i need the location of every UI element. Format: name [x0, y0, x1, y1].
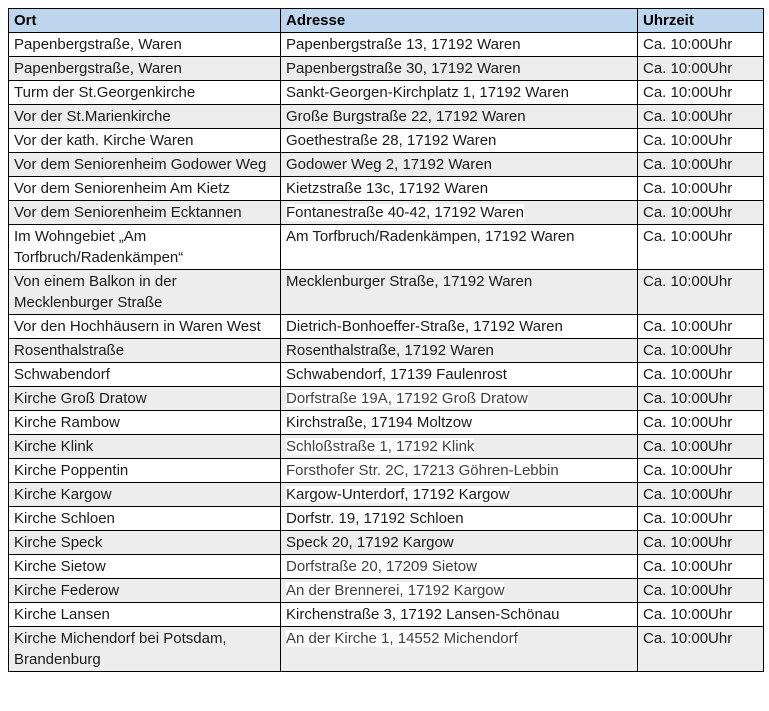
table-row — [9, 105, 764, 129]
cell-adresse — [281, 579, 638, 603]
table-row — [9, 153, 764, 177]
cell-uhrzeit: Ca. 10:00Uhr — [638, 33, 764, 57]
schedule-table — [8, 8, 764, 672]
cell-ort: Von einem Balkon in der Mecklenburger Straße — [9, 270, 281, 315]
adresse-text: Kargow-Unterdorf, 17192 Kargow — [286, 486, 510, 503]
cell-adresse — [281, 411, 638, 435]
cell-adresse — [281, 627, 638, 672]
cell-uhrzeit: Ca. 10:00Uhr — [638, 270, 764, 315]
cell-adresse — [281, 507, 638, 531]
cell-uhrzeit: Ca. 10:00Uhr — [638, 579, 764, 603]
cell-uhrzeit: Ca. 10:00Uhr — [638, 507, 764, 531]
cell-adresse — [281, 105, 638, 129]
cell-adresse — [281, 603, 638, 627]
cell-adresse — [281, 387, 638, 411]
adresse-text: Dorfstraße 19A, 17192 Groß Dratow — [286, 390, 528, 407]
cell-adresse — [281, 81, 638, 105]
adresse-text: Sankt-Georgen-Kirchplatz 1, 17192 Waren — [286, 84, 569, 101]
cell-uhrzeit: Ca. 10:00Uhr — [638, 603, 764, 627]
cell-ort: Kirche Kargow — [9, 483, 281, 507]
cell-uhrzeit: Ca. 10:00Uhr — [638, 225, 764, 270]
cell-uhrzeit: Ca. 10:00Uhr — [638, 129, 764, 153]
adresse-text: Papenbergstraße 30, 17192 Waren — [286, 60, 521, 77]
cell-adresse — [281, 129, 638, 153]
table-row — [9, 579, 764, 603]
cell-uhrzeit: Ca. 10:00Uhr — [638, 363, 764, 387]
cell-ort: Kirche Michendorf bei Potsdam, Brandenburg — [9, 627, 281, 672]
adresse-text: An der Kirche 1, 14552 Michendorf — [286, 630, 518, 647]
adresse-text: Papenbergstraße 13, 17192 Waren — [286, 36, 521, 53]
cell-ort: Kirche Schloen — [9, 507, 281, 531]
cell-ort: Schwabendorf — [9, 363, 281, 387]
cell-uhrzeit: Ca. 10:00Uhr — [638, 627, 764, 672]
cell-ort: Kirche Sietow — [9, 555, 281, 579]
adresse-text: Schwabendorf, 17139 Faulenrost — [286, 366, 507, 383]
adresse-text: Dietrich-Bonhoeffer-Straße, 17192 Waren — [286, 318, 563, 335]
cell-ort: Kirche Federow — [9, 579, 281, 603]
cell-adresse — [281, 177, 638, 201]
adresse-text: Godower Weg 2, 17192 Waren — [286, 156, 492, 173]
table-body — [9, 33, 764, 672]
cell-uhrzeit: Ca. 10:00Uhr — [638, 459, 764, 483]
table-row — [9, 270, 764, 315]
cell-adresse — [281, 483, 638, 507]
adresse-text: Kietzstraße 13c, 17192 Waren — [286, 180, 489, 197]
cell-adresse — [281, 225, 638, 270]
cell-adresse — [281, 57, 638, 81]
table-row — [9, 339, 764, 363]
cell-ort: Kirche Rambow — [9, 411, 281, 435]
table-row — [9, 33, 764, 57]
table-row — [9, 315, 764, 339]
adresse-text: Fontanestraße 40-42, 17192 Waren — [286, 204, 524, 221]
cell-ort: Kirche Groß Dratow — [9, 387, 281, 411]
cell-uhrzeit: Ca. 10:00Uhr — [638, 81, 764, 105]
column-header-uhrzeit: Uhrzeit — [638, 9, 764, 33]
column-header-ort: Ort — [9, 9, 281, 33]
cell-adresse — [281, 459, 638, 483]
cell-uhrzeit: Ca. 10:00Uhr — [638, 57, 764, 81]
cell-ort: Kirche Poppentin — [9, 459, 281, 483]
adresse-text: Schloßstraße 1, 17192 Klink — [286, 438, 475, 455]
cell-ort: Vor dem Seniorenheim Godower Weg — [9, 153, 281, 177]
cell-uhrzeit: Ca. 10:00Uhr — [638, 483, 764, 507]
adresse-text: Kirchstraße, 17194 Moltzow — [286, 414, 472, 431]
adresse-text: Forsthofer Str. 2C, 17213 Göhren-Lebbin — [286, 462, 559, 479]
table-row — [9, 81, 764, 105]
cell-ort: Vor den Hochhäusern in Waren West — [9, 315, 281, 339]
cell-ort: Papenbergstraße, Waren — [9, 57, 281, 81]
table-row — [9, 531, 764, 555]
adresse-text: Rosenthalstraße, 17192 Waren — [286, 342, 494, 359]
cell-ort: Vor dem Seniorenheim Am Kietz — [9, 177, 281, 201]
adresse-text: Am Torfbruch/Radenkämpen, 17192 Waren — [286, 228, 575, 245]
table-row — [9, 459, 764, 483]
table-row — [9, 225, 764, 270]
cell-uhrzeit: Ca. 10:00Uhr — [638, 435, 764, 459]
adresse-text: Goethestraße 28, 17192 Waren — [286, 132, 497, 149]
cell-adresse — [281, 153, 638, 177]
cell-uhrzeit: Ca. 10:00Uhr — [638, 201, 764, 225]
cell-ort: Kirche Speck — [9, 531, 281, 555]
table-row — [9, 57, 764, 81]
table-row — [9, 177, 764, 201]
cell-adresse — [281, 339, 638, 363]
cell-ort: Rosenthalstraße — [9, 339, 281, 363]
cell-adresse — [281, 33, 638, 57]
table-row — [9, 603, 764, 627]
cell-adresse — [281, 363, 638, 387]
cell-uhrzeit: Ca. 10:00Uhr — [638, 555, 764, 579]
table-row — [9, 555, 764, 579]
cell-uhrzeit: Ca. 10:00Uhr — [638, 339, 764, 363]
adresse-text: Große Burgstraße 22, 17192 Waren — [286, 108, 526, 125]
adresse-text: An der Brennerei, 17192 Kargow — [286, 582, 505, 599]
cell-uhrzeit: Ca. 10:00Uhr — [638, 387, 764, 411]
cell-ort: Vor der St.Marienkirche — [9, 105, 281, 129]
cell-uhrzeit: Ca. 10:00Uhr — [638, 411, 764, 435]
table-row — [9, 483, 764, 507]
cell-adresse — [281, 201, 638, 225]
adresse-text: Mecklenburger Straße, 17192 Waren — [286, 273, 533, 290]
cell-uhrzeit: Ca. 10:00Uhr — [638, 153, 764, 177]
cell-uhrzeit: Ca. 10:00Uhr — [638, 177, 764, 201]
adresse-text: Kirchenstraße 3, 17192 Lansen-Schönau — [286, 606, 560, 623]
table-row — [9, 387, 764, 411]
table-row — [9, 129, 764, 153]
column-header-adresse: Adresse — [281, 9, 638, 33]
adresse-text: Dorfstraße 20, 17209 Sietow — [286, 558, 477, 575]
cell-adresse — [281, 531, 638, 555]
adresse-text: Speck 20, 17192 Kargow — [286, 534, 454, 551]
cell-ort: Kirche Klink — [9, 435, 281, 459]
cell-ort: Papenbergstraße, Waren — [9, 33, 281, 57]
table-row — [9, 627, 764, 672]
table-row — [9, 435, 764, 459]
cell-adresse — [281, 270, 638, 315]
adresse-text: Dorfstr. 19, 17192 Schloen — [286, 510, 464, 527]
table-row — [9, 363, 764, 387]
cell-uhrzeit: Ca. 10:00Uhr — [638, 315, 764, 339]
cell-ort: Vor der kath. Kirche Waren — [9, 129, 281, 153]
cell-ort: Im Wohngebiet „Am Torfbruch/Radenkämpen“ — [9, 225, 281, 270]
cell-ort: Turm der St.Georgenkirche — [9, 81, 281, 105]
cell-adresse — [281, 435, 638, 459]
cell-ort: Vor dem Seniorenheim Ecktannen — [9, 201, 281, 225]
header-row — [9, 9, 764, 33]
table-row — [9, 201, 764, 225]
cell-adresse — [281, 315, 638, 339]
cell-uhrzeit: Ca. 10:00Uhr — [638, 105, 764, 129]
cell-uhrzeit: Ca. 10:00Uhr — [638, 531, 764, 555]
cell-adresse — [281, 555, 638, 579]
cell-ort: Kirche Lansen — [9, 603, 281, 627]
table-row — [9, 507, 764, 531]
table-row — [9, 411, 764, 435]
